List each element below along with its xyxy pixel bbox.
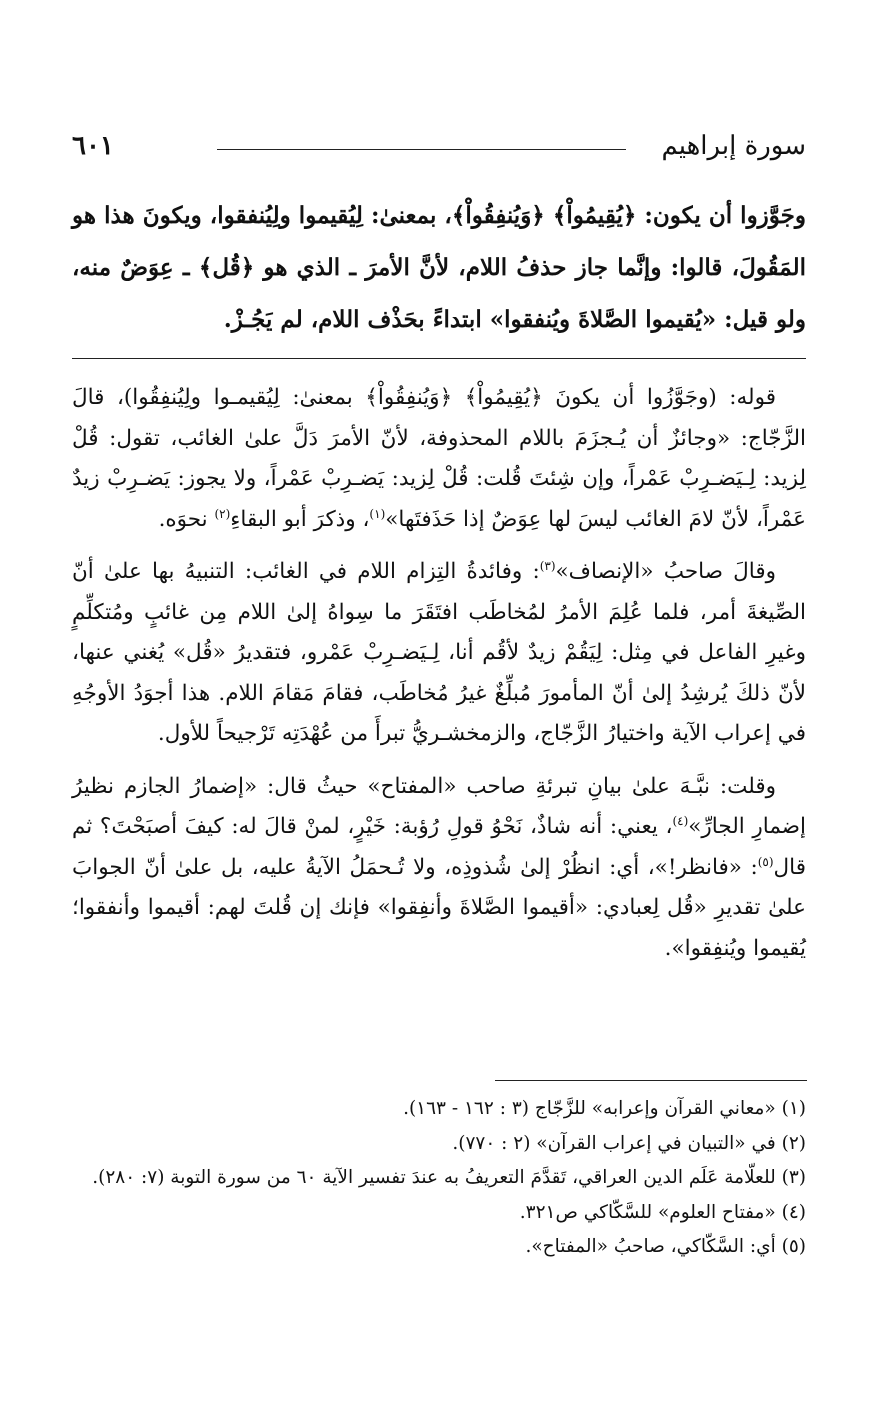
commentary-paragraph-3 [72, 767, 806, 970]
commentary-paragraph-1 [72, 378, 806, 540]
commentary-text: قوله: (وجَوَّزُوا أن يكونَ ﴿يُقِيمُواْ﴾ ﴿وَيُنفِقُواْ﴾ بمعنىٰ: لِيُقيمـوا ولِيُنفِقُوا)، قالَ الزَّجّاج: «وجائزٌ أن يُـجزَمَ باللام المحذوفة، لأنّ الأمرَ دَلَّ علىٰ الغائب، تقول: قُلْ لِزيد: لِـيَضـرِبْ عَمْراً، وإن شِئتَ قُلت: قُلْ لِزيد: يَضـرِبْ عَمْراً، ولا يجوز: يَضـرِبْ زيدٌ عَمْراً، لأنّ لامَ الغائب ليسَ لها عِوَضٌ إذا حَذَفتَها» [72, 385, 806, 532]
footnote-1: (١) «معاني القرآن وإعرابه» للزَّجّاج (٣ : ١٦٢ - ١٦٣). [403, 1098, 806, 1119]
header-rule [217, 149, 626, 150]
page-number: ٦٠١ [72, 131, 114, 161]
footnote-separator [495, 1080, 807, 1081]
footnotes [72, 1092, 806, 1265]
footnote-ref-5[interactable]: (٥) [757, 854, 774, 869]
running-header [72, 128, 806, 168]
footnote-2: (٢) في «التبيان في إعراب القرآن» (٢ : ٧٧٠). [452, 1132, 806, 1154]
footnote-ref-1[interactable]: (١) [369, 506, 386, 521]
commentary-text: نحوَه. [158, 506, 215, 532]
commentary-text: ، يعني: أنه شاذٌ، نَحْوُ قولِ رُؤبة: خَيْرٍ، لمنْ قالَ له: كيفَ أصبَحْتَ؟ ثم قال [72, 814, 806, 880]
commentary-text: : وفائدةُ التِزام اللام في الغائب: التنبيهُ بها علىٰ أنّ الصِّيغةَ أمر، فلما عُلِمَ الأمرُ لمُخاطَب افتَقَرَ ما سِواهُ إلىٰ اللام مِن غائبٍ ومُتكلِّمٍ وغيرِ الفاعل في مِثل: لِيَقُمْ زيدٌ لأقُم أنا، لِـيَضـرِبْ عَمْرو، فتقديرُ «قُل» يُغني عنها، لأنّ ذلكَ يُرشِدُ إلىٰ أنّ المأمورَ مُبلِّغٌ غيرُ مُخاطَب، فقامَ مَقامَ اللام. هذا أجوَدُ الأوجُهِ في إعراب الآية واختيارُ الزَّجّاج، والزمخشـريُّ تبرأَ من عُهْدَتِه تَرْجيحاً للأول. [72, 559, 806, 746]
commentary-text: : «فانظر!»، أي: انظُرْ إلىٰ شُذوذِه، ولا تُـحمَلُ الآيةُ عليه، بل علىٰ أنّ الجوابَ علىٰ تقديرِ «قُل لِعبادي: «أقيموا الصَّلاةَ وأنفِقوا» فإنك إن قُلتَ لهم: أقيموا وأنفقوا؛ يُقيموا ويُنفِقوا». [72, 854, 806, 961]
footnote-ref-2[interactable]: (٢) [214, 506, 231, 521]
footnote-ref-3[interactable]: (٣) [539, 558, 556, 573]
footnote-ref-4[interactable]: (٤) [672, 813, 689, 828]
footnote-4: (٤) «مفتاح العلوم» للسَّكّاكي ص٣٢١. [519, 1201, 806, 1223]
footnote-3: (٣) للعلّامة عَلَم الدين العراقي، تَقدَّمَ التعريفُ به عندَ تفسير الآية ٦٠ من سورة التوبة (٧: ٢٨٠). [92, 1167, 806, 1188]
commentary-paragraph-2 [72, 552, 806, 755]
main-separator [72, 358, 806, 359]
footnote-5: (٥) أي: السَّكّاكي، صاحبُ «المفتاح». [525, 1236, 806, 1257]
main-text: وجَوَّزوا أن يكون: ﴿يُقِيمُواْ﴾ ﴿وَيُنفِقُواْ﴾، بمعنىٰ: لِيُقيموا ولِيُنفقوا، ويكونَ هذا هو المَقُولَ، قالوا: وإنَّما جاز حذفُ اللام، لأنَّ الأمرَ ـ الذي هو ﴿قُل﴾ ـ عِوَضٌ منه، ولو قيل: «يُقيموا الصَّلاةَ ويُنفقوا» ابتداءً بحَذْف اللام، لم يَجُـزْ. [72, 202, 806, 333]
commentary-text: ، وذكرَ أبو البقاءِ [230, 506, 370, 532]
commentary [72, 378, 806, 981]
commentary-text: وقالَ صاحبُ «الإنصاف» [555, 559, 776, 584]
surah-title: سورة إبراهيم [661, 131, 806, 161]
commentary-text: وقلت: نبَّـهَ علىٰ بيانِ تبرئةِ صاحب «المفتاح» حيثُ قال: «إضمارُ الجازم نظيرُ إضمارِ الجارِّ» [72, 773, 806, 839]
